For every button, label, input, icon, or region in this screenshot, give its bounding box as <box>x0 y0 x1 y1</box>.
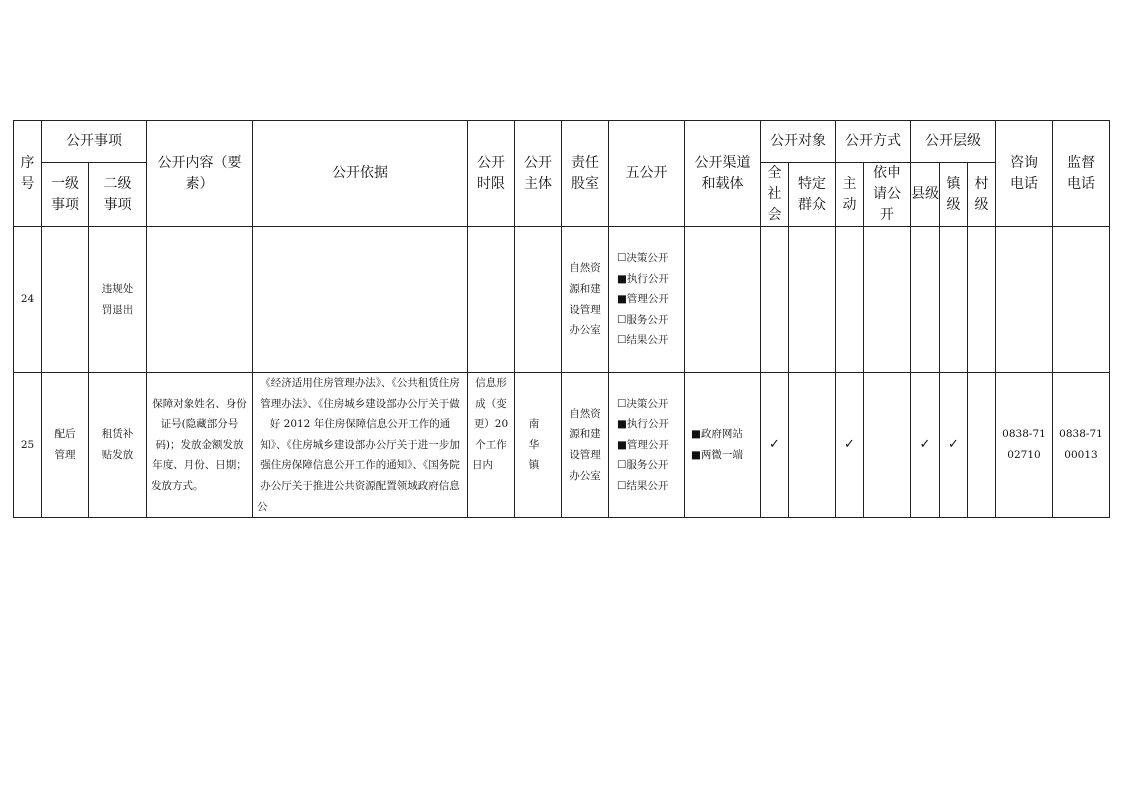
header-seq: 序号 <box>14 121 42 227</box>
header-level2: 二级事项 <box>89 163 147 227</box>
header-consult: 咨询电话 <box>996 121 1053 227</box>
header-method-active: 主动 <box>836 163 864 227</box>
row-seq: 25 <box>14 373 42 518</box>
row-level2: 违规处罚退出 <box>89 227 147 373</box>
five-open-item: ■执行公开 <box>617 272 669 285</box>
row-content: 保障对象姓名、身份证号(隐藏部分号码)；发放金额发放年度、月份、日期；发放方式。 <box>147 373 253 518</box>
row-channel <box>685 227 761 373</box>
header-object-specific: 特定群众 <box>789 163 836 227</box>
row-object-all: ✓ <box>761 373 789 518</box>
row-consult <box>996 227 1053 373</box>
channel-item: ■政府网站 <box>691 428 743 441</box>
five-open-item: ☐决策公开 <box>617 397 669 410</box>
row-subject: 南华镇 <box>515 373 562 518</box>
table-row <box>14 227 1110 373</box>
header-level-county: 县级 <box>911 163 940 227</box>
row-level1: 配后管理 <box>42 373 89 518</box>
row-level1 <box>42 227 89 373</box>
checkbox-icon: ■ <box>617 438 627 451</box>
row-level2: 租赁补贴发放 <box>89 373 147 518</box>
header-object-group: 公开对象 <box>761 121 836 163</box>
row-level-village <box>968 373 996 518</box>
five-open-item: ■执行公开 <box>617 418 669 431</box>
row-consult: 0838-7102710 <box>996 373 1053 518</box>
row-level-county: ✓ <box>911 373 940 518</box>
checkbox-icon: ■ <box>617 293 627 306</box>
five-open-item: ☐服务公开 <box>617 313 669 326</box>
row-dept: 自然资源和建设管理办公室 <box>562 373 609 518</box>
channel-item: ■两微一端 <box>691 449 743 462</box>
header-basis: 公开依据 <box>253 121 468 227</box>
header-level-group: 公开层级 <box>911 121 996 163</box>
header-dept: 责任股室 <box>562 121 609 227</box>
header-time-limit: 公开时限 <box>468 121 515 227</box>
five-open-item: ■管理公开 <box>617 438 669 451</box>
five-open-item: ☐结果公开 <box>617 479 669 492</box>
row-five-open <box>609 373 685 518</box>
header-five-open: 五公开 <box>609 121 685 227</box>
row-object-specific <box>789 227 836 373</box>
header-supervise: 监督电话 <box>1053 121 1110 227</box>
five-open-item: ☐结果公开 <box>617 334 669 347</box>
row-supervise <box>1053 227 1110 373</box>
row-method-active: ✓ <box>836 373 864 518</box>
row-time-limit: 信息形成（变更）20 个工作日内 <box>468 373 515 518</box>
checkbox-icon: ☐ <box>617 479 627 492</box>
row-channel <box>685 373 761 518</box>
header-items-group: 公开事项 <box>42 121 147 163</box>
row-five-open <box>609 227 685 373</box>
header-row-1 <box>14 121 1110 163</box>
row-method-apply <box>864 373 911 518</box>
row-dept: 自然资源和建设管理办公室 <box>562 227 609 373</box>
row-basis: 《经济适用住房管理办法》、《公共租赁住房管理办法》、《住房城乡建设部办公厅关于做好 2012 年住房保障信息公开工作的通知》、《住房城乡建设部办公厅关于进一步加强住房保障信息公开工作的通知》、《国务院办公厅关于推进公共资源配置领域政府信息公 <box>253 373 468 518</box>
row-supervise: 0838-7100013 <box>1053 373 1110 518</box>
header-level1: 一级事项 <box>42 163 89 227</box>
row-method-apply <box>864 227 911 373</box>
row-level-county <box>911 227 940 373</box>
row-level-town <box>940 227 968 373</box>
row-time-limit <box>468 227 515 373</box>
checkbox-icon: ☐ <box>617 252 627 265</box>
checkbox-icon: ☐ <box>617 313 627 326</box>
header-level-town: 镇级 <box>940 163 968 227</box>
checkbox-icon: ☐ <box>617 459 627 472</box>
five-open-item: ☐服务公开 <box>617 459 669 472</box>
row-content <box>147 227 253 373</box>
checkbox-icon: ■ <box>617 272 627 285</box>
five-open-item: ☐决策公开 <box>617 252 669 265</box>
row-object-specific <box>789 373 836 518</box>
header-method-group: 公开方式 <box>836 121 911 163</box>
row-level-village <box>968 227 996 373</box>
checkbox-icon: ☐ <box>617 334 627 347</box>
header-object-all: 全社会 <box>761 163 789 227</box>
header-method-apply: 依申请公开 <box>864 163 911 227</box>
disclosure-table <box>13 120 1110 518</box>
row-object-all <box>761 227 789 373</box>
row-basis <box>253 227 468 373</box>
checkbox-icon: ■ <box>617 418 627 431</box>
checkbox-icon: ■ <box>691 449 701 462</box>
row-level-town: ✓ <box>940 373 968 518</box>
checkbox-icon: ☐ <box>617 397 627 410</box>
table-row <box>14 373 1110 518</box>
header-content: 公开内容（要素） <box>147 121 253 227</box>
checkbox-icon: ■ <box>691 428 701 441</box>
header-subject: 公开主体 <box>515 121 562 227</box>
row-seq: 24 <box>14 227 42 373</box>
header-level-village: 村级 <box>968 163 996 227</box>
five-open-item: ■管理公开 <box>617 293 669 306</box>
row-subject <box>515 227 562 373</box>
row-method-active <box>836 227 864 373</box>
header-channel: 公开渠道和载体 <box>685 121 761 227</box>
